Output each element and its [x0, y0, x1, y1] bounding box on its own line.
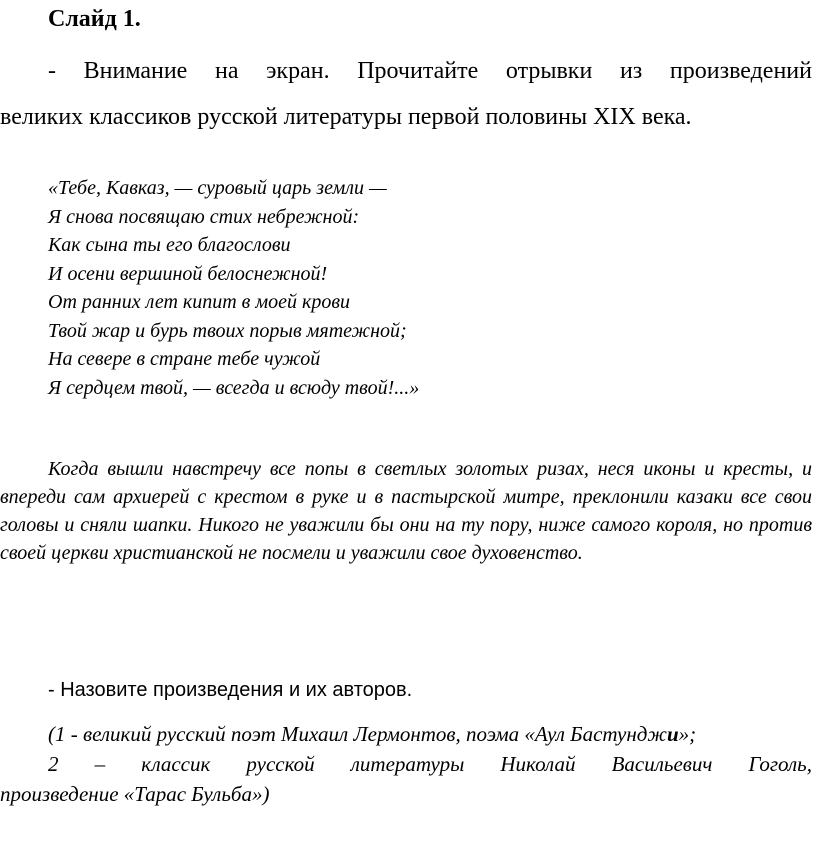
answer-line-2: 2 – классик русской литературы Николай Васильевич Гоголь,	[48, 752, 812, 776]
poem-line: И осени вершиной белоснежной!	[48, 262, 328, 285]
poem-line: Твой жар и бурь твоих порыв мятежной;	[48, 319, 407, 342]
question-text: - Назовите произведения и их авторов.	[48, 679, 413, 701]
intro-paragraph	[0, 48, 812, 140]
answer-line-1-end: »;	[678, 722, 697, 746]
answer-line-3: произведение «Тарас Бульба»)	[0, 782, 270, 806]
intro-line-1: - Внимание на экран. Прочитайте отрывки из произведений	[48, 58, 812, 84]
slide-title: Слайд 1.	[48, 6, 141, 32]
poem-line: На севере в стране тебе чужой	[48, 348, 321, 370]
intro-line-2: великих классиков русской литературы первой половины XIX века.	[0, 104, 692, 130]
poem-excerpt	[48, 174, 419, 402]
answer-paragraph	[0, 719, 812, 809]
answer-line-1-bold: и	[666, 722, 679, 746]
poem-line: Как сына ты его благослови	[48, 234, 291, 256]
poem-line: Я снова посвящаю стих небрежной:	[48, 205, 360, 228]
poem-line: Я сердцем твой, — всегда и всюду твой!...»	[48, 376, 420, 399]
poem-line: От ранних лет кипит в моей крови	[48, 291, 351, 313]
answer-line-1	[0, 719, 812, 749]
poem-line: «Тебе, Кавказ, — суровый царь земли —	[48, 177, 387, 199]
prose-excerpt: Когда вышли навстречу все попы в светлых золотых ризах, неся иконы и кресты, и впереди сам архиерей с крестом в руке и в пастырской митре, преклонили казаки все свои головы и сняли шапки. Никого не уважили бы они на ту пору, ниже самого короля, но против своей церкви христианской не посмели и уважили свое духовенство.	[0, 458, 812, 564]
answer-line-1-main: (1 - великий русский поэт Михаил Лермонтов, поэма «Аул Бастундж	[48, 722, 667, 746]
